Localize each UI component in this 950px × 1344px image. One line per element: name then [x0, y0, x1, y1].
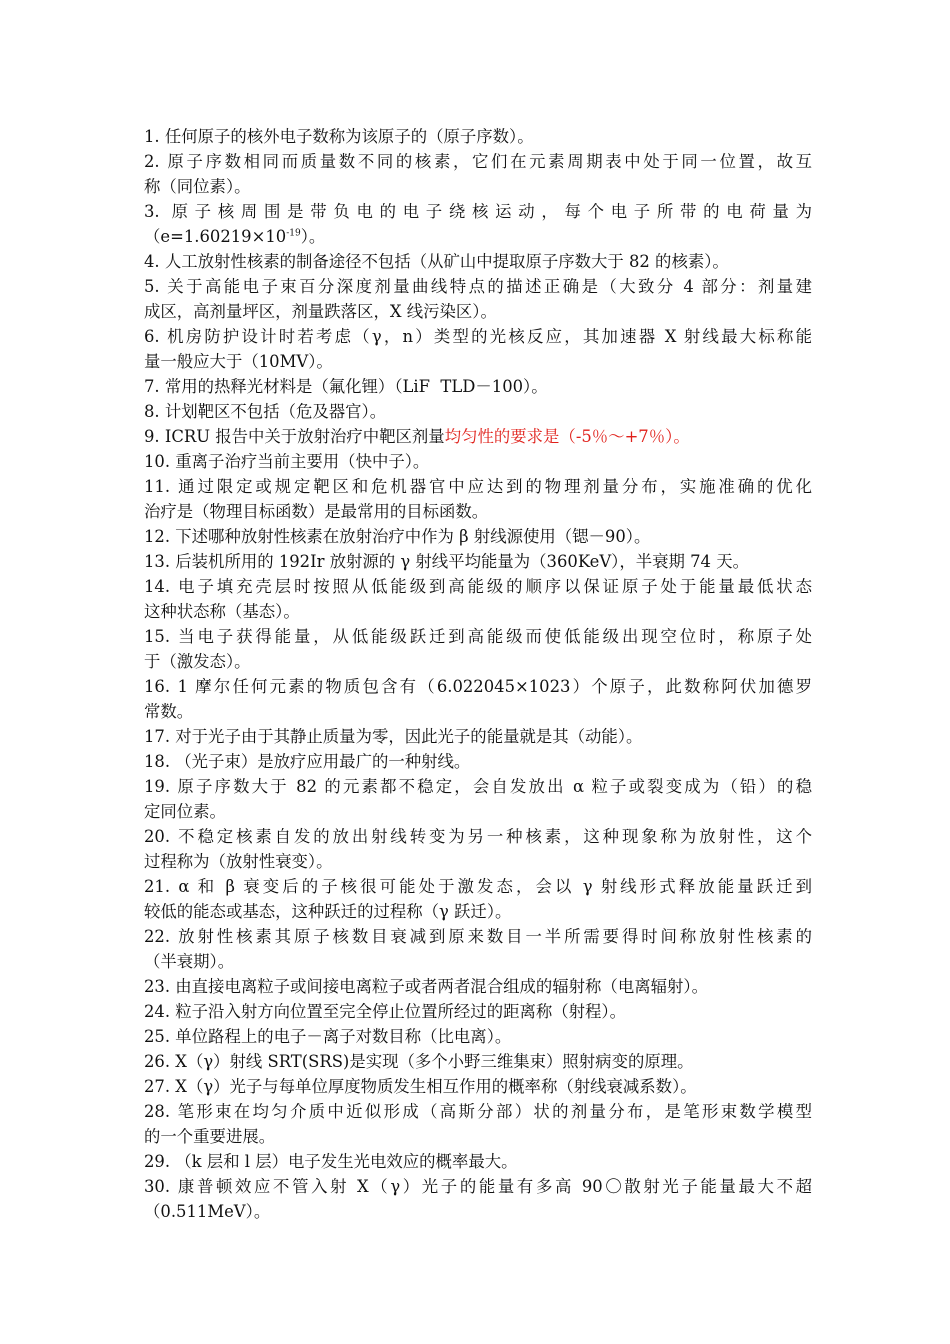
- list-item: [144, 724, 812, 749]
- list-item: [144, 1099, 812, 1149]
- item-3-exponent: -19: [286, 228, 301, 239]
- item-23-line-1: 23. 由直接电离粒子或间接电离粒子或者两者混合组成的辐射称（电离辐射）。: [144, 977, 708, 996]
- list-item: [144, 1149, 812, 1174]
- item-15-line-1: 15. 当电子获得能量，从低能级跃迁到高能级而使低能级出现空位时，称原子处: [144, 627, 812, 646]
- item-11-line-2: 治疗是（物理目标函数）是最常用的目标函数。: [144, 502, 489, 521]
- item-19-line-1: 19. 原子序数大于 82 的元素都不稳定，会自发放出 α 粒子或裂变成为（铅）的稳: [144, 777, 812, 796]
- item-15-line-2: 于（激发态）。: [144, 652, 251, 671]
- item-21-line-1: 21. α 和 β 衰变后的子核很可能处于激发态，会以 γ 射线形式释放能量跃迁到: [144, 877, 812, 896]
- item-20-line-2: 过程称为（放射性衰变）。: [144, 852, 333, 871]
- document-body: [144, 124, 812, 1224]
- list-item: [144, 449, 812, 474]
- list-item: [144, 424, 812, 449]
- item-1-line-1: 1. 任何原子的核外电子数称为该原子的（原子序数）。: [144, 127, 534, 146]
- item-29-line-1: 29. （k 层和 l 层）电子发生光电效应的概率最大。: [144, 1152, 518, 1171]
- item-9-line-1: [144, 424, 812, 449]
- item-2-line-2: 称（同位素）。: [144, 177, 251, 196]
- list-item: [144, 249, 812, 274]
- list-item: [144, 999, 812, 1024]
- list-item: [144, 549, 812, 574]
- list-item: [144, 474, 812, 524]
- list-item: [144, 774, 812, 824]
- item-11-line-1: 11. 通过限定或规定靶区和危机器官中应达到的物理剂量分布，实施准确的优化: [144, 477, 812, 496]
- list-item: [144, 974, 812, 999]
- list-item: [144, 399, 812, 424]
- list-item: [144, 749, 812, 774]
- list-item: [144, 1049, 812, 1074]
- list-item: [144, 1174, 812, 1224]
- item-6-line-2: 量一般应大于（10MV）。: [144, 352, 333, 371]
- list-item: [144, 1024, 812, 1049]
- item-3-line-2: [144, 224, 812, 249]
- list-item: [144, 1074, 812, 1099]
- list-item: [144, 924, 812, 974]
- item-16-line-1: 16. 1 摩尔任何元素的物质包含有（6.022045×1023）个原子，此数称阿伏加德罗: [144, 677, 812, 696]
- item-30-line-1: 30. 康普顿效应不管入射 X（γ）光子的能量有多高 90〇散射光子能量最大不超: [144, 1177, 812, 1196]
- item-25-line-1: 25. 单位路程上的电子－离子对数目称（比电离）。: [144, 1027, 512, 1046]
- list-item: [144, 524, 812, 549]
- item-10-line-1: 10. 重离子治疗当前主要用（快中子）。: [144, 452, 430, 471]
- item-6-line-1: 6. 机房防护设计时若考虑（γ，n）类型的光核反应，其加速器 X 射线最大标称能: [144, 327, 812, 346]
- list-item: [144, 574, 812, 624]
- list-item: [144, 149, 812, 199]
- item-24-line-1: 24. 粒子沿入射方向位置至完全停止位置所经过的距离称（射程）。: [144, 1002, 627, 1021]
- item-12-line-1: 12. 下述哪种放射性核素在放射治疗中作为 β 射线源使用（锶－90）。: [144, 527, 651, 546]
- list-item: [144, 199, 812, 249]
- item-27-line-1: 27. X（γ）光子与每单位厚度物质发生相互作用的概率称（射线衰减系数）。: [144, 1077, 697, 1096]
- item-3-charge-value: （e=1.60219×10: [144, 227, 287, 246]
- item-30-line-2: （0.511MeV）。: [144, 1202, 271, 1221]
- item-9-text: 9. ICRU 报告中关于放射治疗中靶区剂量: [144, 427, 445, 446]
- item-13-line-1: 13. 后装机所用的 192Ir 放射源的 γ 射线平均能量为（360KeV），半衰期 74 天。: [144, 552, 749, 571]
- item-16-line-2: 常数。: [144, 702, 194, 721]
- list-item: [144, 874, 812, 924]
- item-17-line-1: 17. 对于光子由于其静止质量为零，因此光子的能量就是其（动能）。: [144, 727, 643, 746]
- list-item: [144, 624, 812, 674]
- list-item: [144, 374, 812, 399]
- list-item: [144, 324, 812, 374]
- item-20-line-1: 20. 不稳定核素自发的放出射线转变为另一种核素，这种现象称为放射性，这个: [144, 827, 812, 846]
- list-item: [144, 274, 812, 324]
- item-14-line-2: 这种状态称（基态）。: [144, 602, 300, 621]
- list-item: [144, 674, 812, 724]
- item-5-line-2: 成区，高剂量坪区，剂量跌落区，X 线污染区）。: [144, 302, 497, 321]
- item-19-line-2: 定同位素。: [144, 802, 226, 821]
- item-28-line-1: 28. 笔形束在均匀介质中近似形成（高斯分部）状的剂量分布，是笔形束数学模型: [144, 1102, 812, 1121]
- item-22-line-1: 22. 放射性核素其原子核数目衰减到原来数目一半所需要得时间称放射性核素的: [144, 927, 812, 946]
- list-item: [144, 824, 812, 874]
- item-18-line-1: 18. （光子束）是放疗应用最广的一种射线。: [144, 752, 471, 771]
- item-9-highlight: 均匀性的要求是（-5％～+7％）。: [444, 427, 690, 446]
- item-8-line-1: 8. 计划靶区不包括（危及器官）。: [144, 402, 387, 421]
- item-2-line-1: 2. 原子序数相同而质量数不同的核素，它们在元素周期表中处于同一位置，故互: [144, 152, 812, 171]
- item-4-line-1: 4. 人工放射性核素的制备途径不包括（从矿山中提取原子序数大于 82 的核素）。: [144, 252, 729, 271]
- item-14-line-1: 14. 电子填充壳层时按照从低能级到高能级的顺序以保证原子处于能量最低状态: [144, 577, 812, 596]
- item-3-line-2-end: ）。: [300, 227, 326, 246]
- item-28-line-2: 的一个重要进展。: [144, 1127, 276, 1146]
- item-21-line-2: 较低的能态或基态，这种跃迁的过程称（γ 跃迁）。: [144, 902, 512, 921]
- item-26-line-1: 26. X（γ）射线 SRT(SRS)是实现（多个小野三维集束）照射病变的原理。: [144, 1052, 694, 1071]
- item-7-line-1: 7. 常用的热释光材料是（氟化锂）（LiF TLD－100）。: [144, 377, 548, 396]
- item-22-line-2: （半衰期）。: [144, 952, 235, 971]
- item-3-line-1: 3. 原子核周围是带负电的电子绕核运动，每个电子所带的电荷量为: [144, 202, 812, 221]
- list-item: [144, 124, 812, 149]
- item-5-line-1: 5. 关于高能电子束百分深度剂量曲线特点的描述正确是（大致分 4 部分：剂量建: [144, 277, 812, 296]
